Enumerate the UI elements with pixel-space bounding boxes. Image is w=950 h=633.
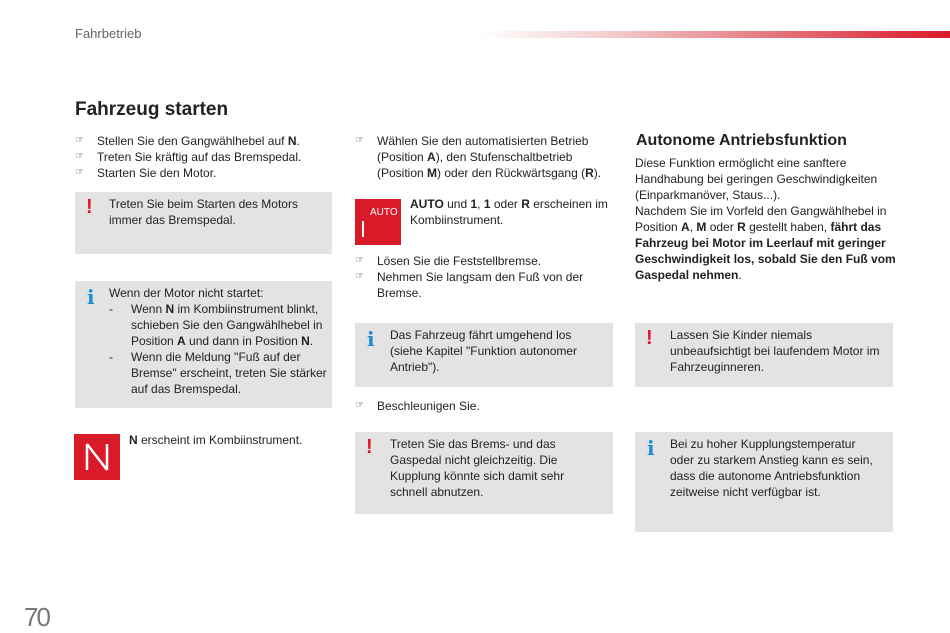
info-icon: i xyxy=(647,436,655,460)
list-item: - Wenn N im Kombiinstrument blinkt, schieben Sie den Gangwählhebel in Position A und dann in Position N. xyxy=(109,302,323,348)
info-text xyxy=(109,285,327,397)
warning-box-brake xyxy=(75,192,332,254)
release-steps-list xyxy=(355,253,605,301)
list-item: ☞ Treten Sie kräftig auf das Bremspedal. xyxy=(75,150,302,164)
description-paragraph-2: Nachdem Sie im Vorfeld den Gangwählhebel in Position A, M oder R gestellt haben, fährt das Fahrzeug bei Motor im Leerlauf mit geringer Geschwindigkeit los, sobald Sie den Fuß vom Gaspedal nehmen. xyxy=(635,204,896,282)
step-bullet-icon: ☞ xyxy=(355,135,364,146)
list-item: ☞ Lösen Sie die Feststellbremse. xyxy=(355,254,542,268)
info-intro: Wenn der Motor nicht startet: xyxy=(109,286,264,300)
warning-text: Lassen Sie Kinder niemals unbeaufsichtigt bei laufendem Motor im Fahrzeuginneren. xyxy=(670,328,880,374)
info-box-engine-not-start xyxy=(75,281,332,408)
step-bullet-icon: ☞ xyxy=(355,271,364,282)
section-title: Fahrbetrieb xyxy=(75,26,142,41)
step-bullet-icon: ☞ xyxy=(355,400,364,411)
n-display-text: N erscheint im Kombiinstrument. xyxy=(129,433,303,447)
warning-text: Treten Sie das Brems- und das Gaspedal nicht gleichzeitig. Die Kupplung könnte sich damit sehr schnell abnutzen. xyxy=(390,437,565,499)
info-box-clutch-temperature xyxy=(635,432,893,532)
section-subtitle: Autonome Antriebsfunktion xyxy=(636,132,847,149)
warning-icon: ! xyxy=(366,436,373,458)
header-accent-bar xyxy=(480,31,950,38)
step-bullet-icon: ☞ xyxy=(75,151,84,162)
select-mode-step xyxy=(355,133,615,181)
list-item: ☞ Starten Sie den Motor. xyxy=(75,166,217,180)
step-bullet-icon: ☞ xyxy=(75,135,84,146)
info-box-vehicle-moves xyxy=(355,323,613,387)
auto-icon-label: AUTO xyxy=(370,207,398,218)
step-bullet-icon: ☞ xyxy=(75,167,84,178)
warning-icon: ! xyxy=(646,327,653,349)
n-gear-icon xyxy=(74,434,120,480)
info-icon: i xyxy=(367,327,375,351)
auto-display-text: AUTO und 1, 1 oder R erscheinen im Kombiinstrument. xyxy=(410,197,608,227)
step-bullet-icon: ☞ xyxy=(355,255,364,266)
info-text: Das Fahrzeug fährt umgehend los (siehe Kapitel "Funktion autonomer Antrieb"). xyxy=(390,328,578,374)
accelerate-step xyxy=(355,398,605,414)
start-steps-list xyxy=(75,133,335,181)
list-item: ☞ Stellen Sie den Gangwählhebel auf N. xyxy=(75,134,300,148)
list-item: - Wenn die Meldung "Fuß auf der Bremse" erscheint, treten Sie stärker auf das Bremspedal. xyxy=(109,350,327,396)
autonomous-description xyxy=(635,155,897,283)
warning-icon: ! xyxy=(86,196,93,218)
page-number: 70 xyxy=(24,602,49,632)
list-item: ☞ Beschleunigen Sie. xyxy=(355,399,480,413)
page-title: Fahrzeug starten xyxy=(75,99,229,120)
list-item: ☞ Wählen Sie den automatisierten Betrieb (Position A), den Stufenschaltbetrieb (Position M) oder den Rückwärtsgang (R). xyxy=(355,134,602,180)
description-paragraph-1: Diese Funktion ermöglicht eine sanftere Handhabung bei geringen Geschwindigkeiten (Einparkmanöver, Staus...). xyxy=(635,156,878,202)
warning-box-pedals xyxy=(355,432,613,514)
warning-box-children xyxy=(635,323,893,387)
auto-mode-icon xyxy=(355,199,401,245)
warning-text: Treten Sie beim Starten des Motors immer das Bremspedal. xyxy=(109,197,298,227)
info-text: Bei zu hoher Kupplungstemperatur oder zu starkem Anstieg kann es sein, dass die autonome Antriebsfunktion zeitweise nicht verfügbar ist. xyxy=(670,437,873,499)
info-icon: i xyxy=(87,285,95,309)
list-item: ☞ Nehmen Sie langsam den Fuß von der Bremse. xyxy=(355,270,584,300)
